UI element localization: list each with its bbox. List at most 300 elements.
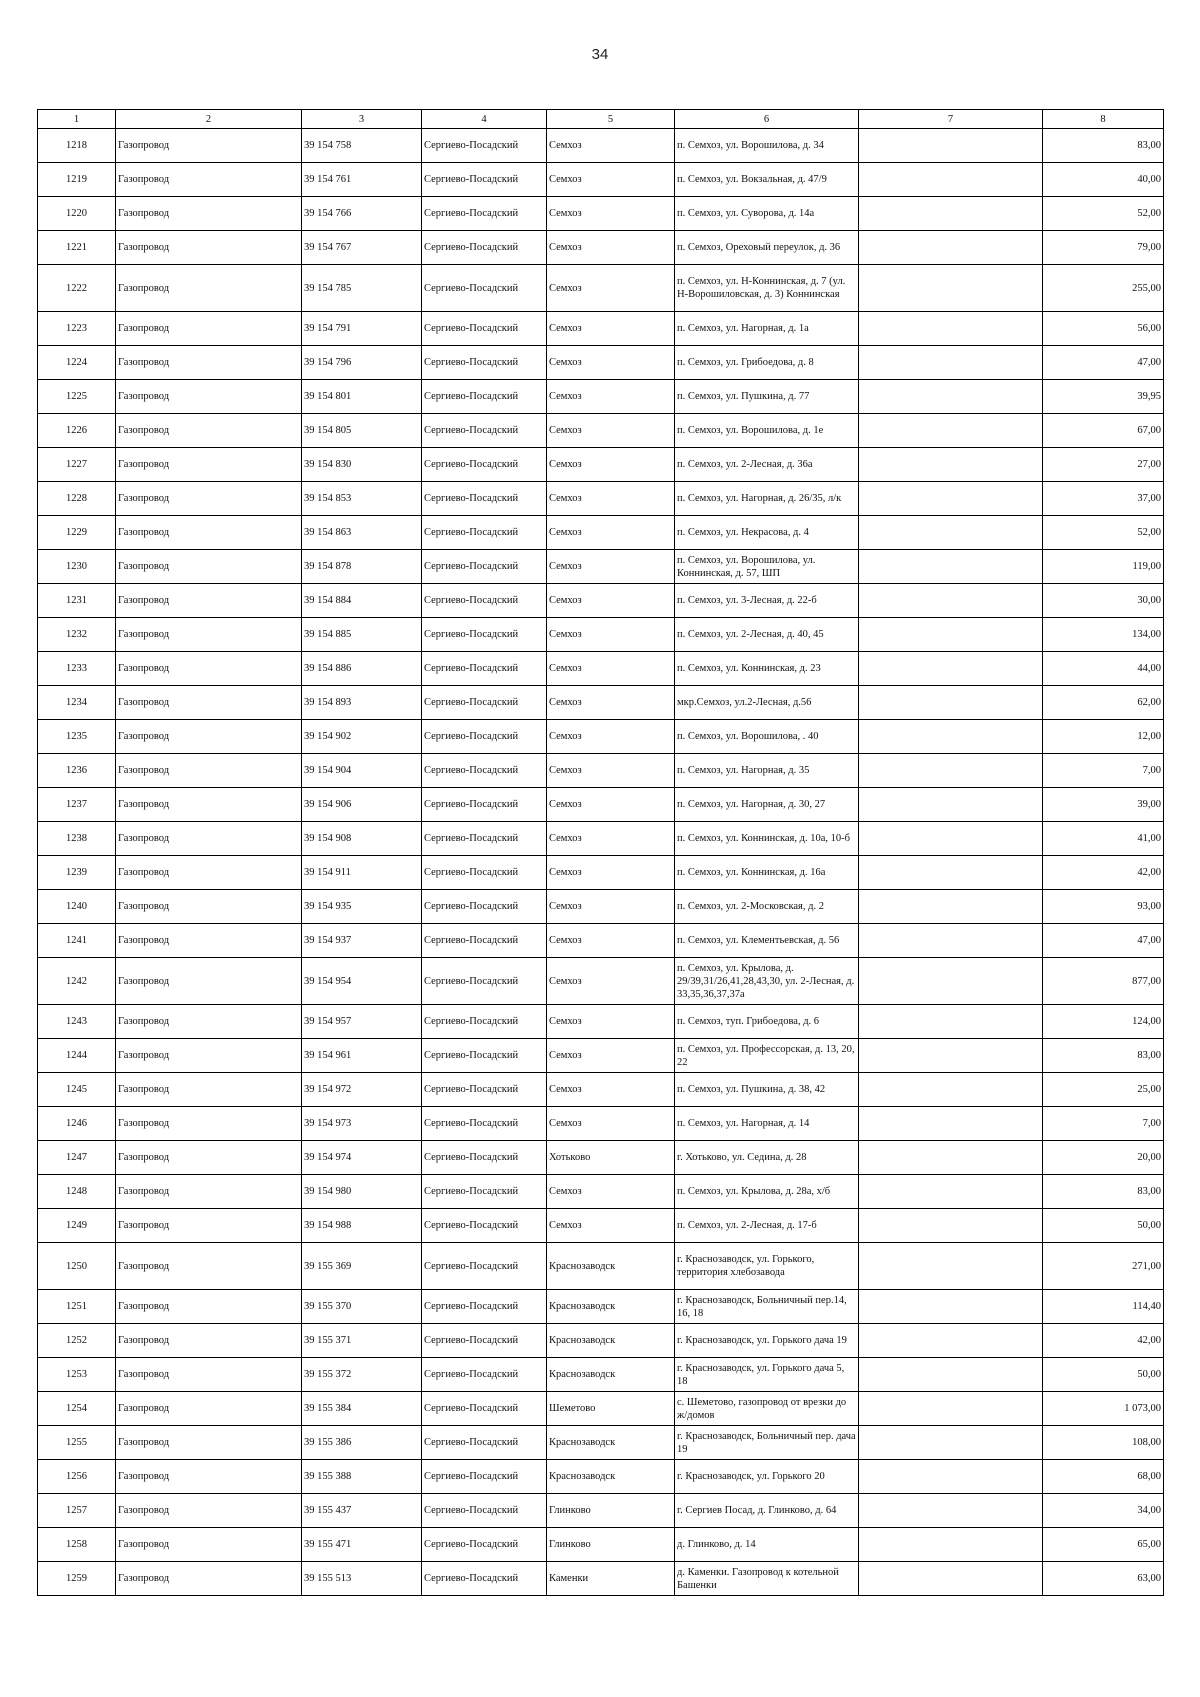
table-row: [38, 197, 1164, 231]
district: Сергиево-Посадский: [422, 652, 547, 686]
row-number: 1219: [38, 163, 116, 197]
row-number: 1253: [38, 1358, 116, 1392]
address: п. Семхоз, ул. Нагорная, д. 26/35, л/к: [675, 482, 859, 516]
settlement: Семхоз: [547, 686, 675, 720]
object-name: Газопровод: [116, 1528, 302, 1562]
row-number: 1225: [38, 380, 116, 414]
inventory-number: 39 154 972: [302, 1073, 422, 1107]
table-row: [38, 1460, 1164, 1494]
page-number: 34: [591, 46, 609, 63]
empty-cell: [859, 1460, 1043, 1494]
address: п. Семхоз, ул. Ворошилова, д. 34: [675, 129, 859, 163]
row-number: 1248: [38, 1175, 116, 1209]
empty-cell: [859, 754, 1043, 788]
row-number: 1255: [38, 1426, 116, 1460]
address: п. Семхоз, ул. Коннинская, д. 23: [675, 652, 859, 686]
inventory-number: 39 154 830: [302, 448, 422, 482]
address: п. Семхоз, ул. 3-Лесная, д. 22-б: [675, 584, 859, 618]
empty-cell: [859, 1392, 1043, 1426]
settlement: Семхоз: [547, 312, 675, 346]
address: п. Семхоз, ул. 2-Лесная, д. 17-б: [675, 1209, 859, 1243]
district: Сергиево-Посадский: [422, 788, 547, 822]
table-row: [38, 380, 1164, 414]
settlement: Семхоз: [547, 231, 675, 265]
object-name: Газопровод: [116, 1358, 302, 1392]
row-number: 1218: [38, 129, 116, 163]
inventory-number: 39 154 758: [302, 129, 422, 163]
address: г. Краснозаводск, Больничный пер.14, 16, 18: [675, 1290, 859, 1324]
address: г. Краснозаводск, ул. Горького дача 19: [675, 1324, 859, 1358]
settlement: Семхоз: [547, 346, 675, 380]
column-number-row: [38, 110, 1164, 129]
district: Сергиево-Посадский: [422, 516, 547, 550]
empty-cell: [859, 1073, 1043, 1107]
empty-cell: [859, 1039, 1043, 1073]
inventory-number: 39 154 980: [302, 1175, 422, 1209]
address: г. Краснозаводск, ул. Горького дача 5, 18: [675, 1358, 859, 1392]
district: Сергиево-Посадский: [422, 265, 547, 312]
empty-cell: [859, 1175, 1043, 1209]
row-number: 1230: [38, 550, 116, 584]
table-row: [38, 584, 1164, 618]
row-number: 1220: [38, 197, 116, 231]
empty-cell: [859, 1107, 1043, 1141]
row-number: 1254: [38, 1392, 116, 1426]
object-name: Газопровод: [116, 890, 302, 924]
empty-cell: [859, 1562, 1043, 1596]
settlement: Краснозаводск: [547, 1243, 675, 1290]
object-name: Газопровод: [116, 1073, 302, 1107]
row-number: 1259: [38, 1562, 116, 1596]
inventory-number: 39 155 370: [302, 1290, 422, 1324]
length-value: 56,00: [1043, 312, 1164, 346]
district: Сергиево-Посадский: [422, 1039, 547, 1073]
table-row: [38, 822, 1164, 856]
length-value: 83,00: [1043, 1039, 1164, 1073]
district: Сергиево-Посадский: [422, 1460, 547, 1494]
object-name: Газопровод: [116, 1426, 302, 1460]
length-value: 83,00: [1043, 1175, 1164, 1209]
row-number: 1242: [38, 958, 116, 1005]
inventory-number: 39 154 974: [302, 1141, 422, 1175]
address: п. Семхоз, ул. Коннинская, д. 10а, 10-б: [675, 822, 859, 856]
object-name: Газопровод: [116, 448, 302, 482]
empty-cell: [859, 1243, 1043, 1290]
row-number: 1250: [38, 1243, 116, 1290]
address: п. Семхоз, туп. Грибоедова, д. 6: [675, 1005, 859, 1039]
settlement: Семхоз: [547, 1005, 675, 1039]
length-value: 50,00: [1043, 1209, 1164, 1243]
inventory-number: 39 154 791: [302, 312, 422, 346]
district: Сергиево-Посадский: [422, 720, 547, 754]
district: Сергиево-Посадский: [422, 1494, 547, 1528]
object-name: Газопровод: [116, 856, 302, 890]
table-row: [38, 754, 1164, 788]
table-row: [38, 1324, 1164, 1358]
object-name: Газопровод: [116, 924, 302, 958]
district: Сергиево-Посадский: [422, 618, 547, 652]
object-name: Газопровод: [116, 516, 302, 550]
address: п. Семхоз, ул. Нагорная, д. 14: [675, 1107, 859, 1141]
length-value: 877,00: [1043, 958, 1164, 1005]
object-name: Газопровод: [116, 129, 302, 163]
inventory-number: 39 155 371: [302, 1324, 422, 1358]
empty-cell: [859, 482, 1043, 516]
length-value: 119,00: [1043, 550, 1164, 584]
settlement: Семхоз: [547, 1175, 675, 1209]
length-value: 40,00: [1043, 163, 1164, 197]
inventory-number: 39 154 884: [302, 584, 422, 618]
settlement: Хотьково: [547, 1141, 675, 1175]
object-name: Газопровод: [116, 1290, 302, 1324]
empty-cell: [859, 584, 1043, 618]
object-name: Газопровод: [116, 1243, 302, 1290]
settlement: Семхоз: [547, 265, 675, 312]
inventory-number: 39 155 471: [302, 1528, 422, 1562]
length-value: 39,00: [1043, 788, 1164, 822]
table-row: [38, 1107, 1164, 1141]
settlement: Глинково: [547, 1494, 675, 1528]
table-row: [38, 129, 1164, 163]
empty-cell: [859, 822, 1043, 856]
length-value: 42,00: [1043, 856, 1164, 890]
length-value: 93,00: [1043, 890, 1164, 924]
settlement: Семхоз: [547, 448, 675, 482]
row-number: 1257: [38, 1494, 116, 1528]
address: п. Семхоз, ул. Вокзальная, д. 47/9: [675, 163, 859, 197]
address: п. Семхоз, ул. Крылова, д. 29/39,31/26,41,28,43,30, ул. 2-Лесная, д. 33,35,36,37,37а: [675, 958, 859, 1005]
address: п. Семхоз, ул. Суворова, д. 14а: [675, 197, 859, 231]
district: Сергиево-Посадский: [422, 482, 547, 516]
address: п. Семхоз, ул. Нагорная, д. 30, 27: [675, 788, 859, 822]
inventory-number: 39 154 767: [302, 231, 422, 265]
inventory-number: 39 154 796: [302, 346, 422, 380]
settlement: Семхоз: [547, 550, 675, 584]
length-value: 47,00: [1043, 346, 1164, 380]
object-name: Газопровод: [116, 1209, 302, 1243]
length-value: 67,00: [1043, 414, 1164, 448]
district: Сергиево-Посадский: [422, 380, 547, 414]
address: п. Семхоз, ул. Ворошилова, ул. Коннинская, д. 57, ШП: [675, 550, 859, 584]
length-value: 124,00: [1043, 1005, 1164, 1039]
district: Сергиево-Посадский: [422, 1392, 547, 1426]
inventory-number: 39 155 384: [302, 1392, 422, 1426]
row-number: 1249: [38, 1209, 116, 1243]
district: Сергиево-Посадский: [422, 1324, 547, 1358]
object-name: Газопровод: [116, 346, 302, 380]
row-number: 1245: [38, 1073, 116, 1107]
table-row: [38, 1039, 1164, 1073]
length-value: 30,00: [1043, 584, 1164, 618]
length-value: 34,00: [1043, 1494, 1164, 1528]
inventory-number: 39 154 805: [302, 414, 422, 448]
inventory-number: 39 154 988: [302, 1209, 422, 1243]
object-name: Газопровод: [116, 1175, 302, 1209]
address: п. Семхоз, ул. 2-Московская, д. 2: [675, 890, 859, 924]
inventory-number: 39 154 885: [302, 618, 422, 652]
inventory-number: 39 154 863: [302, 516, 422, 550]
inventory-number: 39 154 853: [302, 482, 422, 516]
empty-cell: [859, 1141, 1043, 1175]
district: Сергиево-Посадский: [422, 1141, 547, 1175]
row-number: 1221: [38, 231, 116, 265]
settlement: Семхоз: [547, 1039, 675, 1073]
inventory-number: 39 154 961: [302, 1039, 422, 1073]
length-value: 255,00: [1043, 265, 1164, 312]
object-name: Газопровод: [116, 822, 302, 856]
address: п. Семхоз, Ореховый переулок, д. 36: [675, 231, 859, 265]
length-value: 41,00: [1043, 822, 1164, 856]
object-name: Газопровод: [116, 1005, 302, 1039]
empty-cell: [859, 788, 1043, 822]
empty-cell: [859, 1528, 1043, 1562]
settlement: Краснозаводск: [547, 1460, 675, 1494]
length-value: 7,00: [1043, 754, 1164, 788]
length-value: 27,00: [1043, 448, 1164, 482]
empty-cell: [859, 1005, 1043, 1039]
row-number: 1227: [38, 448, 116, 482]
table-row: [38, 1175, 1164, 1209]
length-value: 52,00: [1043, 197, 1164, 231]
table-row: [38, 652, 1164, 686]
address: п. Семхоз, ул. Пушкина, д. 38, 42: [675, 1073, 859, 1107]
table-row: [38, 1243, 1164, 1290]
district: Сергиево-Посадский: [422, 448, 547, 482]
length-value: 79,00: [1043, 231, 1164, 265]
length-value: 62,00: [1043, 686, 1164, 720]
object-name: Газопровод: [116, 1324, 302, 1358]
object-name: Газопровод: [116, 550, 302, 584]
length-value: 44,00: [1043, 652, 1164, 686]
settlement: Семхоз: [547, 584, 675, 618]
settlement: Семхоз: [547, 414, 675, 448]
empty-cell: [859, 720, 1043, 754]
row-number: 1232: [38, 618, 116, 652]
row-number: 1237: [38, 788, 116, 822]
table-row: [38, 1494, 1164, 1528]
length-value: 52,00: [1043, 516, 1164, 550]
table-row: [38, 1141, 1164, 1175]
object-name: Газопровод: [116, 618, 302, 652]
table-row: [38, 231, 1164, 265]
district: Сергиево-Посадский: [422, 1107, 547, 1141]
empty-cell: [859, 890, 1043, 924]
register-table: [37, 109, 1164, 1596]
settlement: Семхоз: [547, 754, 675, 788]
column-number: 7: [859, 110, 1043, 129]
table-row: [38, 482, 1164, 516]
inventory-number: 39 154 902: [302, 720, 422, 754]
settlement: Семхоз: [547, 652, 675, 686]
object-name: Газопровод: [116, 163, 302, 197]
length-value: 20,00: [1043, 1141, 1164, 1175]
object-name: Газопровод: [116, 1107, 302, 1141]
object-name: Газопровод: [116, 1494, 302, 1528]
empty-cell: [859, 231, 1043, 265]
table-body: [38, 129, 1164, 1596]
settlement: Семхоз: [547, 822, 675, 856]
district: Сергиево-Посадский: [422, 754, 547, 788]
length-value: 7,00: [1043, 1107, 1164, 1141]
address: п. Семхоз, ул. Грибоедова, д. 8: [675, 346, 859, 380]
row-number: 1240: [38, 890, 116, 924]
object-name: Газопровод: [116, 414, 302, 448]
inventory-number: 39 154 801: [302, 380, 422, 414]
address: п. Семхоз, ул. Пушкина, д. 77: [675, 380, 859, 414]
address: г. Хотьково, ул. Седина, д. 28: [675, 1141, 859, 1175]
address: д. Каменки. Газопровод к котельной Башенки: [675, 1562, 859, 1596]
length-value: 39,95: [1043, 380, 1164, 414]
table-row: [38, 516, 1164, 550]
table-row: [38, 856, 1164, 890]
district: Сергиево-Посадский: [422, 1290, 547, 1324]
object-name: Газопровод: [116, 788, 302, 822]
address: г. Краснозаводск, ул. Горького, территория хлебозавода: [675, 1243, 859, 1290]
inventory-number: 39 155 386: [302, 1426, 422, 1460]
row-number: 1238: [38, 822, 116, 856]
object-name: Газопровод: [116, 197, 302, 231]
empty-cell: [859, 1209, 1043, 1243]
object-name: Газопровод: [116, 584, 302, 618]
table-row: [38, 720, 1164, 754]
row-number: 1244: [38, 1039, 116, 1073]
address: п. Семхоз, ул. Ворошилова, . 40: [675, 720, 859, 754]
empty-cell: [859, 516, 1043, 550]
inventory-number: 39 154 906: [302, 788, 422, 822]
empty-cell: [859, 958, 1043, 1005]
settlement: Семхоз: [547, 516, 675, 550]
empty-cell: [859, 448, 1043, 482]
inventory-number: 39 155 388: [302, 1460, 422, 1494]
length-value: 114,40: [1043, 1290, 1164, 1324]
address: п. Семхоз, ул. Профессорская, д. 13, 20, 22: [675, 1039, 859, 1073]
table-row: [38, 1528, 1164, 1562]
district: Сергиево-Посадский: [422, 890, 547, 924]
column-number: 1: [38, 110, 116, 129]
object-name: Газопровод: [116, 686, 302, 720]
table-row: [38, 346, 1164, 380]
inventory-number: 39 155 437: [302, 1494, 422, 1528]
object-name: Газопровод: [116, 1392, 302, 1426]
table-row: [38, 924, 1164, 958]
district: Сергиево-Посадский: [422, 924, 547, 958]
settlement: Семхоз: [547, 1209, 675, 1243]
row-number: 1229: [38, 516, 116, 550]
district: Сергиево-Посадский: [422, 1073, 547, 1107]
inventory-number: 39 154 935: [302, 890, 422, 924]
address: п. Семхоз, ул. Н-Коннинская, д. 7 (ул. Н-Ворошиловская, д. 3) Коннинская: [675, 265, 859, 312]
district: Сергиево-Посадский: [422, 346, 547, 380]
length-value: 108,00: [1043, 1426, 1164, 1460]
settlement: Краснозаводск: [547, 1324, 675, 1358]
settlement: Семхоз: [547, 163, 675, 197]
object-name: Газопровод: [116, 652, 302, 686]
empty-cell: [859, 652, 1043, 686]
length-value: 37,00: [1043, 482, 1164, 516]
empty-cell: [859, 265, 1043, 312]
district: Сергиево-Посадский: [422, 1358, 547, 1392]
row-number: 1258: [38, 1528, 116, 1562]
settlement: Семхоз: [547, 129, 675, 163]
address: п. Семхоз, ул. Клементьевская, д. 56: [675, 924, 859, 958]
empty-cell: [859, 163, 1043, 197]
column-number: 8: [1043, 110, 1164, 129]
length-value: 83,00: [1043, 129, 1164, 163]
address: п. Семхоз, ул. Некрасова, д. 4: [675, 516, 859, 550]
settlement: Семхоз: [547, 618, 675, 652]
district: Сергиево-Посадский: [422, 958, 547, 1005]
settlement: Семхоз: [547, 1073, 675, 1107]
district: Сергиево-Посадский: [422, 312, 547, 346]
object-name: Газопровод: [116, 720, 302, 754]
object-name: Газопровод: [116, 265, 302, 312]
table-row: [38, 414, 1164, 448]
district: Сергиево-Посадский: [422, 1243, 547, 1290]
row-number: 1222: [38, 265, 116, 312]
district: Сергиево-Посадский: [422, 1528, 547, 1562]
empty-cell: [859, 312, 1043, 346]
address: п. Семхоз, ул. 2-Лесная, д. 40, 45: [675, 618, 859, 652]
empty-cell: [859, 129, 1043, 163]
table-row: [38, 163, 1164, 197]
column-number: 5: [547, 110, 675, 129]
district: Сергиево-Посадский: [422, 1175, 547, 1209]
inventory-number: 39 155 513: [302, 1562, 422, 1596]
table-row: [38, 1005, 1164, 1039]
row-number: 1231: [38, 584, 116, 618]
row-number: 1224: [38, 346, 116, 380]
district: Сергиево-Посадский: [422, 129, 547, 163]
district: Сергиево-Посадский: [422, 197, 547, 231]
row-number: 1239: [38, 856, 116, 890]
address: п. Семхоз, ул. Нагорная, д. 35: [675, 754, 859, 788]
object-name: Газопровод: [116, 754, 302, 788]
length-value: 25,00: [1043, 1073, 1164, 1107]
row-number: 1246: [38, 1107, 116, 1141]
empty-cell: [859, 856, 1043, 890]
inventory-number: 39 154 954: [302, 958, 422, 1005]
object-name: Газопровод: [116, 1039, 302, 1073]
address: мкр.Семхоз, ул.2-Лесная, д.56: [675, 686, 859, 720]
settlement: Семхоз: [547, 197, 675, 231]
table-row: [38, 1209, 1164, 1243]
inventory-number: 39 154 761: [302, 163, 422, 197]
empty-cell: [859, 1358, 1043, 1392]
address: д. Глинково, д. 14: [675, 1528, 859, 1562]
district: Сергиево-Посадский: [422, 550, 547, 584]
row-number: 1223: [38, 312, 116, 346]
table-row: [38, 1392, 1164, 1426]
length-value: 63,00: [1043, 1562, 1164, 1596]
row-number: 1226: [38, 414, 116, 448]
address: г. Краснозаводск, Больничный пер. дача 19: [675, 1426, 859, 1460]
length-value: 65,00: [1043, 1528, 1164, 1562]
row-number: 1243: [38, 1005, 116, 1039]
length-value: 1 073,00: [1043, 1392, 1164, 1426]
table-row: [38, 958, 1164, 1005]
settlement: Каменки: [547, 1562, 675, 1596]
object-name: Газопровод: [116, 380, 302, 414]
inventory-number: 39 155 369: [302, 1243, 422, 1290]
table-row: [38, 1358, 1164, 1392]
district: Сергиево-Посадский: [422, 414, 547, 448]
address: п. Семхоз, ул. Коннинская, д. 16а: [675, 856, 859, 890]
object-name: Газопровод: [116, 482, 302, 516]
inventory-number: 39 154 766: [302, 197, 422, 231]
object-name: Газопровод: [116, 231, 302, 265]
object-name: Газопровод: [116, 958, 302, 1005]
inventory-number: 39 154 893: [302, 686, 422, 720]
